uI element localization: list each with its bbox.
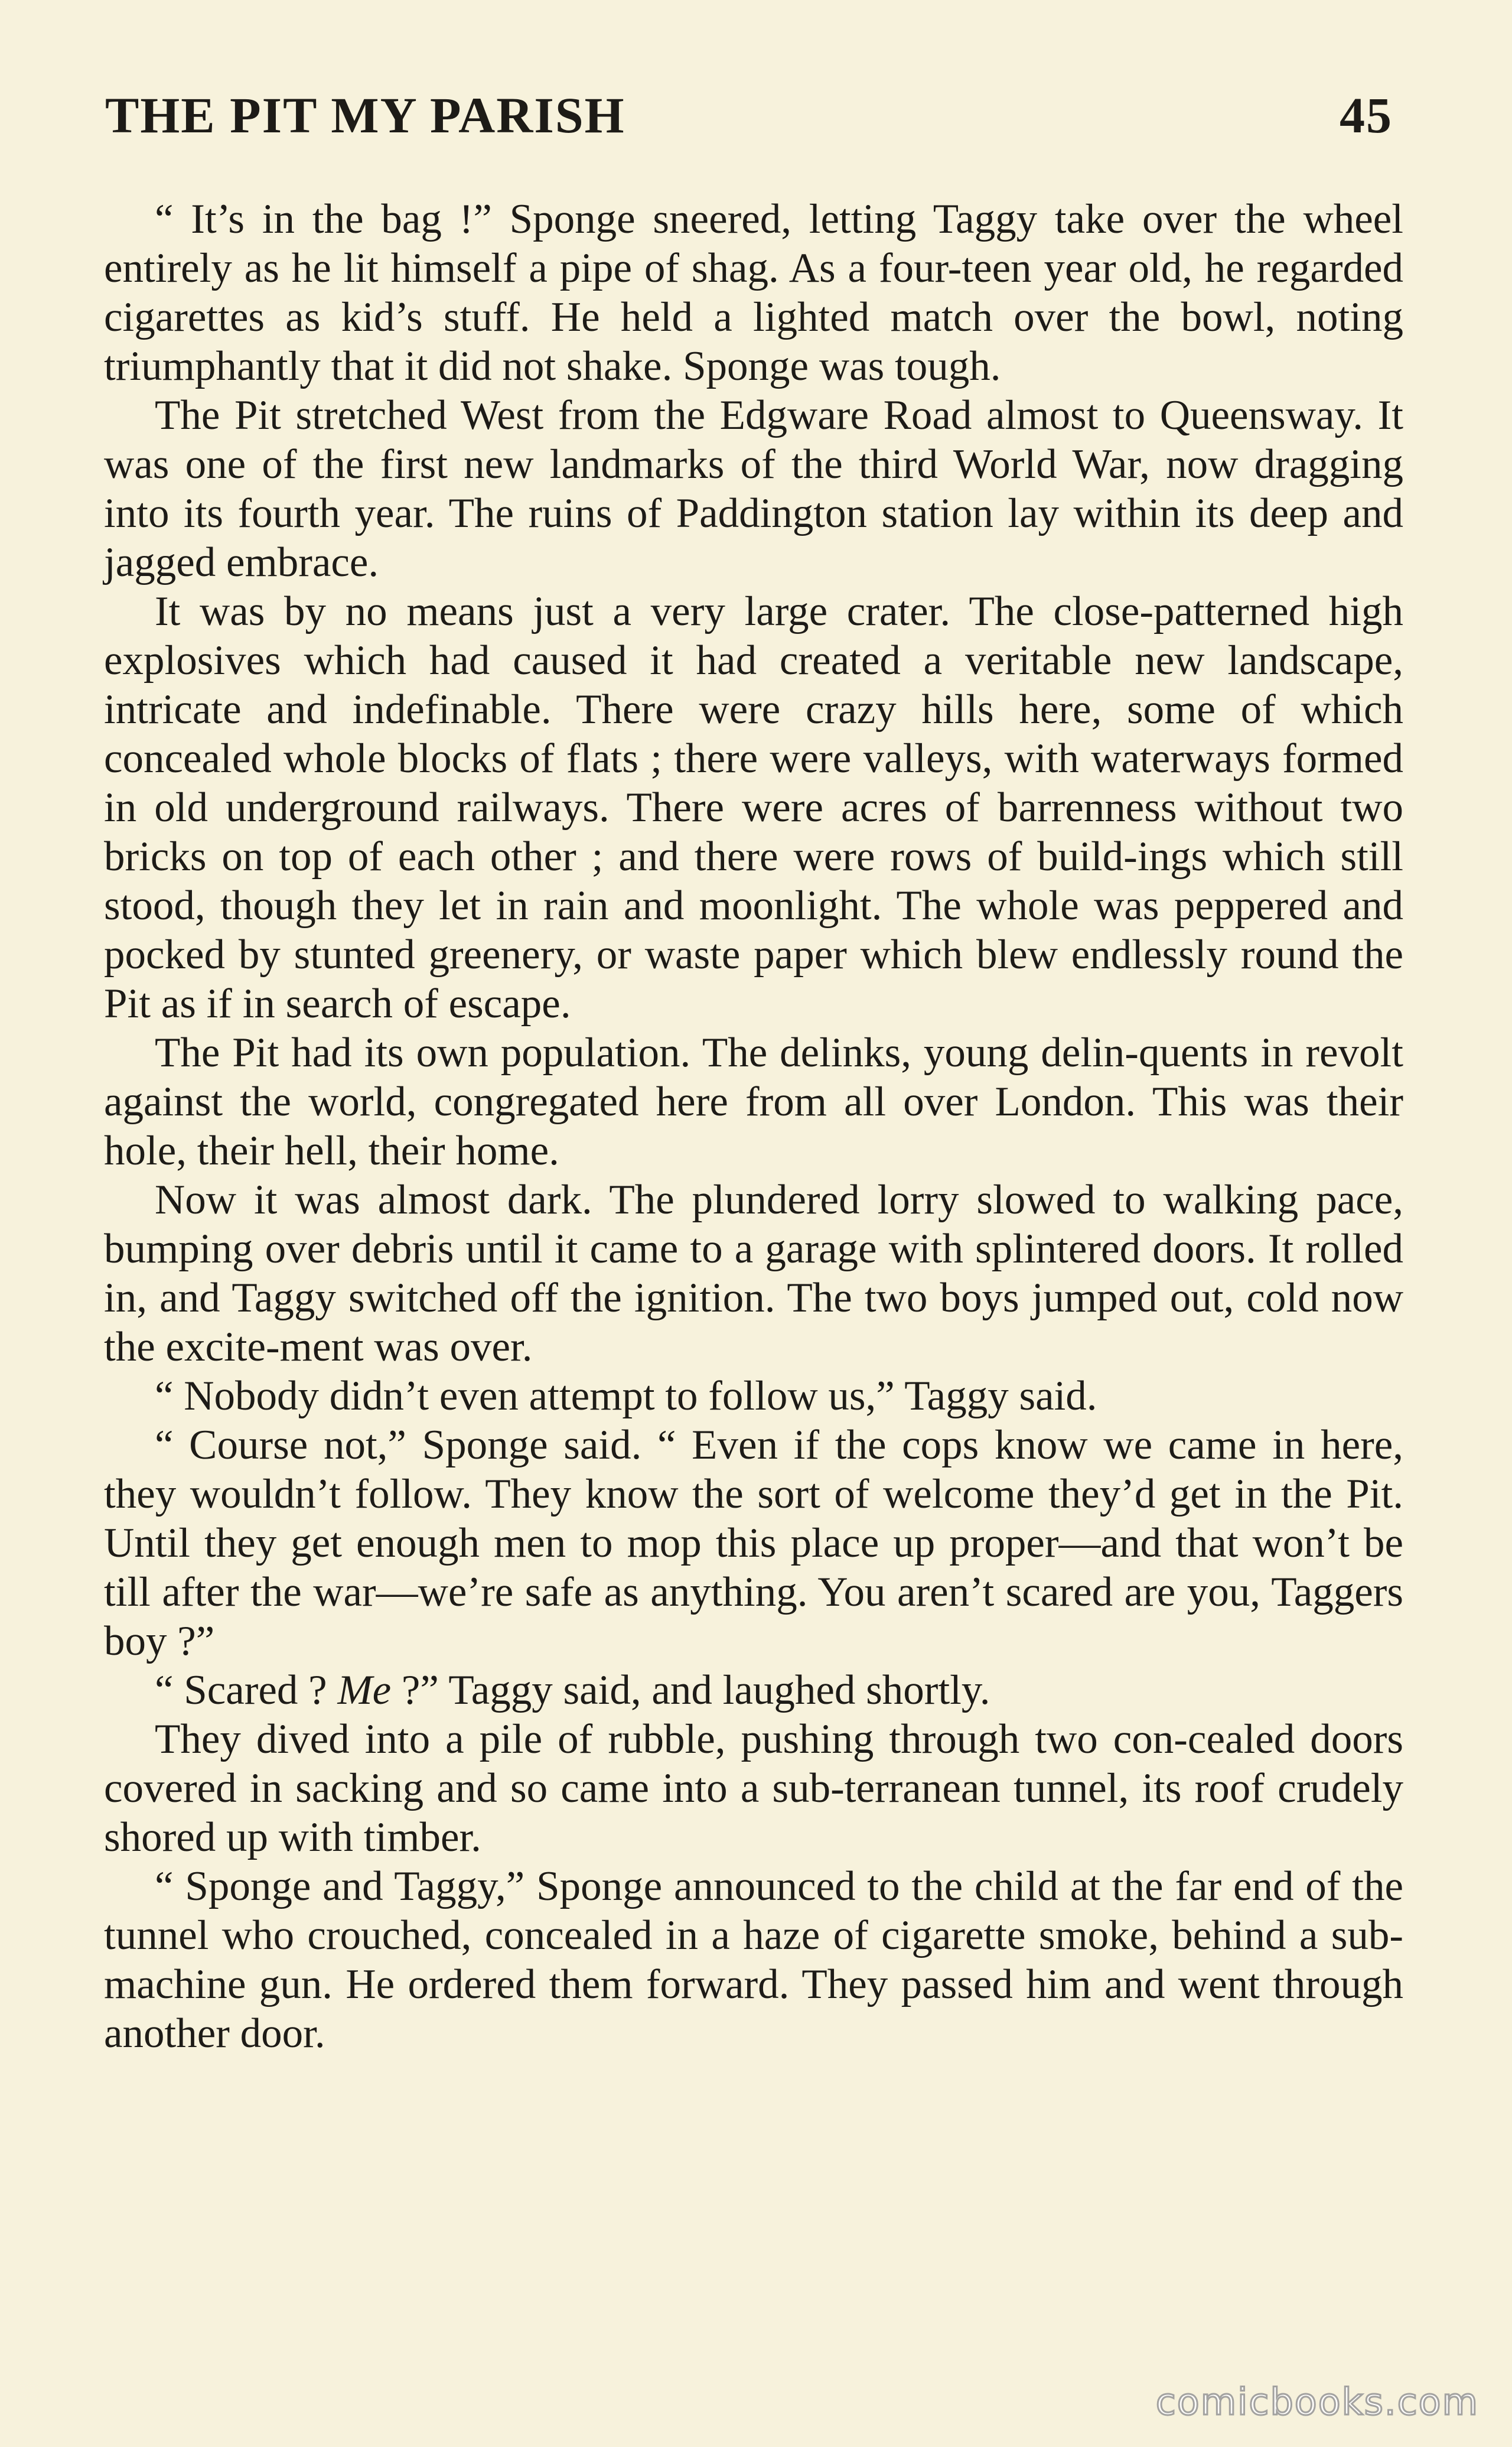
page-number: 45 [1340, 87, 1393, 144]
running-header [105, 86, 1393, 157]
paragraph-2: The Pit stretched West from the Edgware Road almost to Queensway. It was one of the first new landmarks of the third World War, now dragging into its fourth year. The ruins of Paddington station lay within its deep and jagged embrace. [104, 392, 1403, 585]
watermark: comicbooks.com [1155, 2380, 1479, 2423]
paragraph-7: “ Course not,” Sponge said. “ Even if the cops know we came in here, they wouldn’t follow. They know the sort of welcome they’d get in the Pit. Until they get enough men to mop this place up proper—and that won’t be till after the war—we’re safe as anything. You aren’t scared are you, Taggers boy ?” [104, 1422, 1403, 1664]
body-text [104, 195, 1403, 2058]
paragraph-4: The Pit had its own population. The delinks, young delin-quents in revolt against the world, congregated here from all over London. This was their hole, their hell, their home. [104, 1030, 1403, 1174]
paragraph-9: They dived into a pile of rubble, pushing through two con-cealed doors covered in sacking and so came into a sub-terranean tunnel, its roof crudely shored up with timber. [104, 1716, 1403, 1860]
paragraph-8-after: ?” Taggy said, and laughed shortly. [391, 1667, 990, 1713]
paragraph-6: “ Nobody didn’t even attempt to follow us,” Taggy said. [155, 1373, 1097, 1419]
paragraph-8 [104, 1666, 1403, 1715]
paragraph-8-before: “ Scared ? [155, 1667, 338, 1713]
paragraph-10: “ Sponge and Taggy,” Sponge announced to the child at the far end of the tunnel who crouched, concealed in a haze of cigarette smoke, behind a sub-machine gun. He ordered them forward. They passed him and went through another door. [104, 1863, 1403, 2056]
paragraph-5: Now it was almost dark. The plundered lorry slowed to walking pace, bumping over debris until it came to a garage with splintered doors. It rolled in, and Taggy switched off the ignition. The two boys jumped out, cold now the excite-ment was over. [104, 1177, 1403, 1370]
running-title: THE PIT MY PARISH [105, 87, 625, 144]
paragraph-8-emphasis: Me [337, 1667, 392, 1713]
paragraph-3: It was by no means just a very large crater. The close-patterned high explosives which had caused it had created a veritable new landscape, intricate and indefinable. There were crazy hills here, some of which concealed whole blocks of flats ; there were valleys, with waterways formed in old underground railways. There were acres of barrenness without two bricks on top of each other ; and there were rows of build-ings which still stood, though they let in rain and moonlight. The whole was peppered and pocked by stunted greenery, or waste paper which blew endlessly round the Pit as if in search of escape. [104, 588, 1403, 1027]
paragraph-1: “ It’s in the bag !” Sponge sneered, letting Taggy take over the wheel entirely as he lit himself a pipe of shag. As a four-teen year old, he regarded cigarettes as kid’s stuff. He held a lighted match over the bowl, noting triumphantly that it did not shake. Sponge was tough. [104, 196, 1403, 389]
